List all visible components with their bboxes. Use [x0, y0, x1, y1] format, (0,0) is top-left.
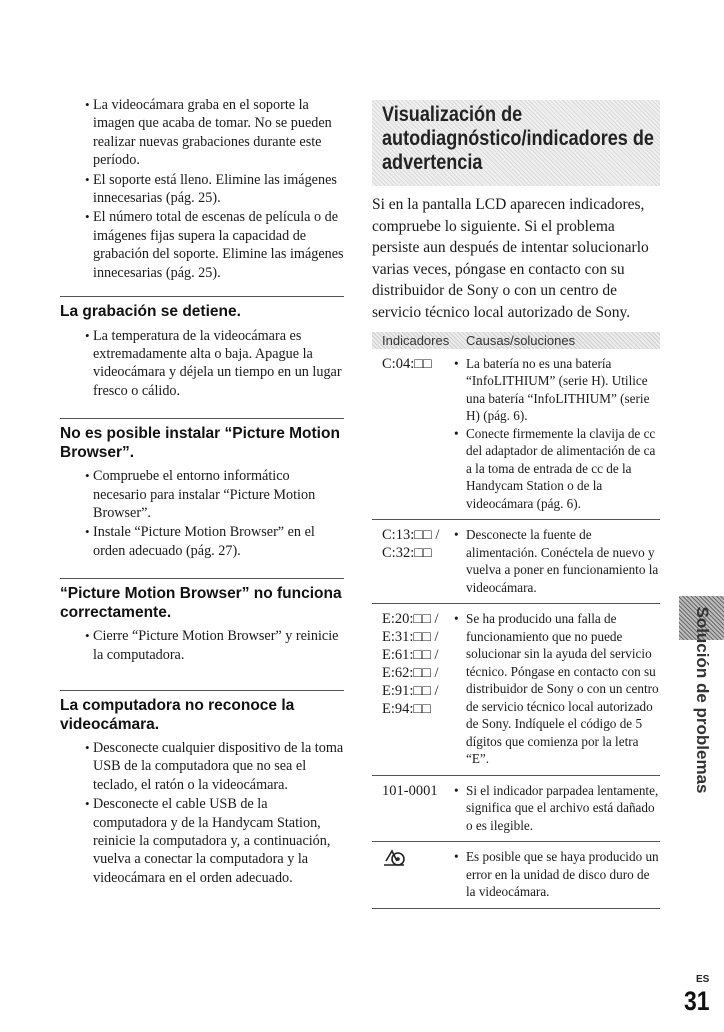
bullet-item: • El número total de escenas de película o de imágenes fijas supera la capacidad de grabación del soporte. Elimine las imágenes innecesarias (pág. 25). [60, 208, 344, 282]
bullet-item: • La videocámara graba en el soporte la imagen que acaba de tomar. No se pueden realizar nuevas grabaciones durante este período. [60, 96, 344, 170]
indicator-code: E:20:□□ / [382, 611, 439, 628]
indicator-code: 101-0001 [382, 782, 438, 799]
cause-cell [454, 610, 660, 768]
bullet-item: • Desconecte cualquier dispositivo de la toma USB de la computadora que no sea el teclado, el ratón o la videocámara. [60, 739, 344, 794]
bullet-item: • Cierre “Picture Motion Browser” y reinicie la computadora. [60, 627, 344, 664]
cause-item: • Si el indicador parpadea lentamente, significa que el archivo está dañado o es ilegible. [454, 782, 660, 835]
cause-item: • Se ha producido una falla de funcionamiento que no puede solucionar sin la ayuda del servicio técnico. Póngase en contacto con su distribuidor de Sony o con un centro de servicio técnico local autorizado de Sony. Indíquele el código de 5 dígitos que comienza por la letra “E”. [454, 610, 660, 768]
section-computer-not-recognize [60, 690, 344, 887]
bullet-item: • Desconecte el cable USB de la computadora y de la Handycam Station, reinicie la computadora y, a continuación, vuelva a conectar la computadora y la videocámara en el orden adecuado. [60, 795, 344, 887]
indicator-code: C:13:□□ / [382, 527, 440, 544]
indicator-code: E:94:□□ [382, 701, 431, 718]
section-heading: La computadora no reconoce la videocámara. [60, 697, 295, 733]
indicator-code: E:31:□□ / [382, 629, 439, 646]
indicator-cell [372, 355, 454, 513]
table-row [372, 520, 660, 604]
cause-cell [454, 526, 660, 596]
bullet-item: • El soporte está lleno. Elimine las imágenes innecesarias (pág. 25). [60, 171, 344, 208]
section-recording-stops [60, 296, 344, 400]
cause-cell [454, 782, 660, 835]
intro-paragraph: Si en la pantalla LCD aparecen indicadores, compruebe lo siguiente. Si el problema persiste aun después de intentar solucionarlo varias veces, póngase en contacto con su distribuidor de Sony o con un centro de servicio técnico local autorizado de Sony. [372, 196, 649, 321]
bullet-item: • Compruebe el entorno informático necesario para instalar “Picture Motion Browser”. [60, 467, 344, 522]
right-column [372, 100, 660, 909]
section-install-pmb [60, 418, 344, 560]
left-column [60, 96, 344, 888]
cause-cell [454, 355, 660, 513]
page-title: Visualización de autodiagnóstico/indicadores de advertencia [382, 103, 654, 174]
hard-disk-error-icon [382, 848, 406, 868]
side-section-title: Solución de problemas [693, 606, 712, 794]
indicator-code: E:61:□□ / [382, 647, 439, 664]
intro-bullet-list [60, 96, 344, 282]
indicator-code: C:04:□□ [382, 355, 432, 372]
column-header-causes: Causas/soluciones [466, 332, 576, 348]
section-pmb-not-working [60, 578, 344, 664]
cause-item: • Conecte firmemente la clavija de cc del adaptador de alimentación de ca a la toma de entrada de cc de la Handycam Station o de la videocámara (pág. 6). [454, 425, 660, 513]
language-code: ES [696, 974, 710, 985]
table-header [372, 332, 660, 349]
cause-item: • Es posible que se haya producido un error en la unidad de disco duro de la videocámara. [454, 848, 660, 901]
page-number: 31 [684, 986, 710, 1016]
cause-cell [454, 848, 660, 901]
table-row [372, 349, 660, 521]
section-heading: La grabación se detiene. [60, 303, 241, 321]
indicator-code: E:91:□□ / [382, 683, 439, 700]
title-banner [372, 100, 660, 186]
table-row [372, 604, 660, 776]
indicator-table [372, 349, 660, 909]
indicator-cell [372, 610, 454, 768]
cause-item: • Desconecte la fuente de alimentación. Conéctela de nuevo y vuelva a poner en funcionamiento la videocámara. [454, 526, 660, 596]
indicator-code: E:62:□□ / [382, 665, 439, 682]
bullet-item: • Instale “Picture Motion Browser” en el orden adecuado (pág. 27). [60, 523, 344, 560]
indicator-code: C:32:□□ [382, 545, 432, 562]
section-heading: No es posible instalar “Picture Motion Browser”. [60, 425, 340, 461]
indicator-cell [372, 848, 454, 901]
cause-item: • La batería no es una batería “InfoLITHIUM” (serie H). Utilice una batería “InfoLITHIUM” (serie H) (pág. 6). [454, 355, 660, 425]
column-header-indicators: Indicadores [382, 332, 450, 348]
indicator-cell [372, 782, 454, 835]
section-heading: “Picture Motion Browser” no funciona correctamente. [60, 585, 342, 621]
table-row [372, 842, 660, 909]
bullet-item: • La temperatura de la videocámara es extremadamente alta o baja. Apague la videocámara y déjela un tiempo en un lugar fresco o cálido. [60, 327, 344, 401]
indicator-cell [372, 526, 454, 596]
table-row [372, 776, 660, 843]
